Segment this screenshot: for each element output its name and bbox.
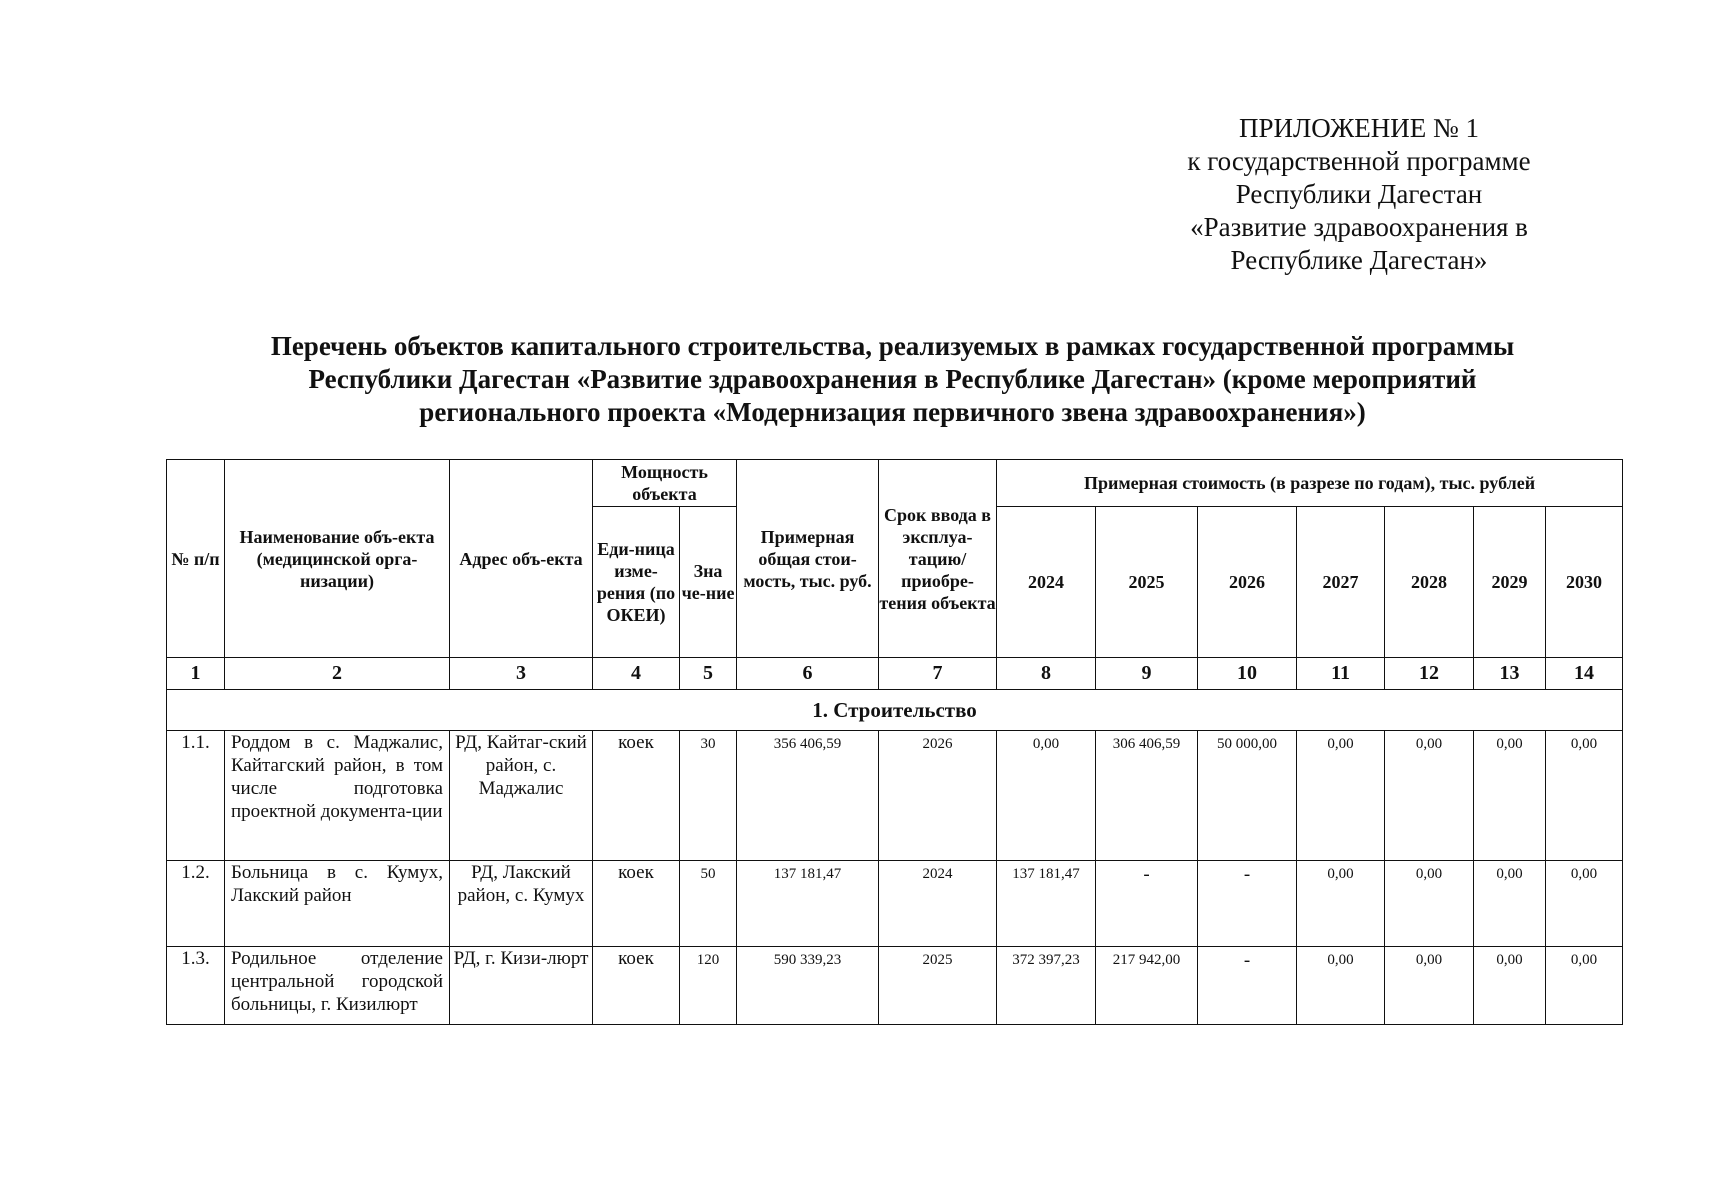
appendix-line: «Развитие здравоохранения в [1190, 212, 1528, 242]
row-value: 120 [680, 947, 737, 1025]
row-cost-2026: - [1198, 861, 1297, 947]
row-cost-2029: 0,00 [1474, 861, 1546, 947]
row-address: РД, Лакский район, с. Кумух [450, 861, 593, 947]
header-year-2030: 2030 [1546, 507, 1623, 658]
row-cost-2028: 0,00 [1385, 861, 1474, 947]
row-cost-2027: 0,00 [1297, 861, 1385, 947]
section-row [167, 690, 1623, 731]
section-title: 1. Строительство [167, 690, 1623, 731]
row-num: 1.1. [167, 731, 225, 861]
row-cost-2027: 0,00 [1297, 947, 1385, 1025]
row-cost-2027: 0,00 [1297, 731, 1385, 861]
table-row [167, 861, 1623, 947]
row-address: РД, г. Кизи-люрт [450, 947, 593, 1025]
column-number: 3 [450, 658, 593, 690]
header-year-2027: 2027 [1297, 507, 1385, 658]
column-number: 12 [1385, 658, 1474, 690]
row-name: Больница в с. Кумух, Лакский район [225, 861, 450, 947]
row-name: Роддом в с. Маджалис, Кайтагский район, в том числе подготовка проектной документа-ции [225, 731, 450, 861]
column-number: 7 [879, 658, 997, 690]
appendix-line: ПРИЛОЖЕНИЕ № 1 [1238, 113, 1480, 143]
header-name: Наименование объ-екта (медицинской орга-низации) [225, 460, 450, 658]
header-year-2024: 2024 [997, 507, 1096, 658]
row-name: Родильное отделение центральной городской больницы, г. Кизилюрт [225, 947, 450, 1025]
column-number: 13 [1474, 658, 1546, 690]
row-deadline: 2024 [879, 861, 997, 947]
row-address: РД, Кайтаг-ский район, с. Маджалис [450, 731, 593, 861]
row-num: 1.2. [167, 861, 225, 947]
row-cost-2030: 0,00 [1546, 731, 1623, 861]
row-cost-2024: 0,00 [997, 731, 1096, 861]
row-value: 30 [680, 731, 737, 861]
row-cost-2026: 50 000,00 [1198, 731, 1297, 861]
title-line: Перечень объектов капитального строительства, реализуемых в рамках государственной программы [270, 331, 1515, 361]
column-number: 6 [737, 658, 879, 690]
title-line: Республики Дагестан «Развитие здравоохранения в Республике Дагестан» (кроме мероприятий [308, 364, 1477, 394]
row-cost-2028: 0,00 [1385, 947, 1474, 1025]
table-row [167, 947, 1623, 1025]
row-deadline: 2025 [879, 947, 997, 1025]
header-deadline: Срок ввода в эксплуа-тацию/ приобре-тения объекта [879, 460, 997, 658]
row-total-cost: 356 406,59 [737, 731, 879, 861]
column-number-row [167, 658, 1623, 690]
column-number: 10 [1198, 658, 1297, 690]
header-total-cost: Примерная общая стои-мость, тыс. руб. [737, 460, 879, 658]
row-cost-2025: 306 406,59 [1096, 731, 1198, 861]
row-value: 50 [680, 861, 737, 947]
row-unit: коек [593, 861, 680, 947]
header-year-2026: 2026 [1198, 507, 1297, 658]
column-number: 9 [1096, 658, 1198, 690]
row-cost-2025: - [1096, 861, 1198, 947]
row-cost-2029: 0,00 [1474, 731, 1546, 861]
row-cost-2024: 137 181,47 [997, 861, 1096, 947]
appendix-header [1149, 112, 1569, 277]
column-number: 11 [1297, 658, 1385, 690]
header-value: Зна че-ние [680, 507, 737, 658]
table-row [167, 731, 1623, 861]
row-cost-2026: - [1198, 947, 1297, 1025]
row-cost-2028: 0,00 [1385, 731, 1474, 861]
appendix-line: к государственной программе [1187, 146, 1531, 176]
header-capacity: Мощность объекта [593, 460, 737, 507]
row-num: 1.3. [167, 947, 225, 1025]
header-year-2025: 2025 [1096, 507, 1198, 658]
row-total-cost: 137 181,47 [737, 861, 879, 947]
header-cost-by-year: Примерная стоимость (в разрезе по годам), тыс. рублей [997, 460, 1623, 507]
column-number: 8 [997, 658, 1096, 690]
row-unit: коек [593, 731, 680, 861]
header-year-2029: 2029 [1474, 507, 1546, 658]
appendix-line: Республике Дагестан» [1230, 245, 1488, 275]
column-number: 5 [680, 658, 737, 690]
row-cost-2024: 372 397,23 [997, 947, 1096, 1025]
row-cost-2030: 0,00 [1546, 947, 1623, 1025]
title-line: регионального проекта «Модернизация первичного звена здравоохранения») [419, 397, 1366, 427]
objects-table [166, 459, 1623, 1025]
column-number: 1 [167, 658, 225, 690]
column-number: 2 [225, 658, 450, 690]
row-cost-2029: 0,00 [1474, 947, 1546, 1025]
row-deadline: 2026 [879, 731, 997, 861]
header-address: Адрес объ-екта [450, 460, 593, 658]
column-number: 4 [593, 658, 680, 690]
row-total-cost: 590 339,23 [737, 947, 879, 1025]
document-title [150, 330, 1635, 429]
column-number: 14 [1546, 658, 1623, 690]
appendix-line: Республики Дагестан [1235, 179, 1483, 209]
header-unit: Еди-ница изме-рения (по ОКЕИ) [593, 507, 680, 658]
header-num: № п/п [167, 460, 225, 658]
row-unit: коек [593, 947, 680, 1025]
header-year-2028: 2028 [1385, 507, 1474, 658]
row-cost-2025: 217 942,00 [1096, 947, 1198, 1025]
row-cost-2030: 0,00 [1546, 861, 1623, 947]
